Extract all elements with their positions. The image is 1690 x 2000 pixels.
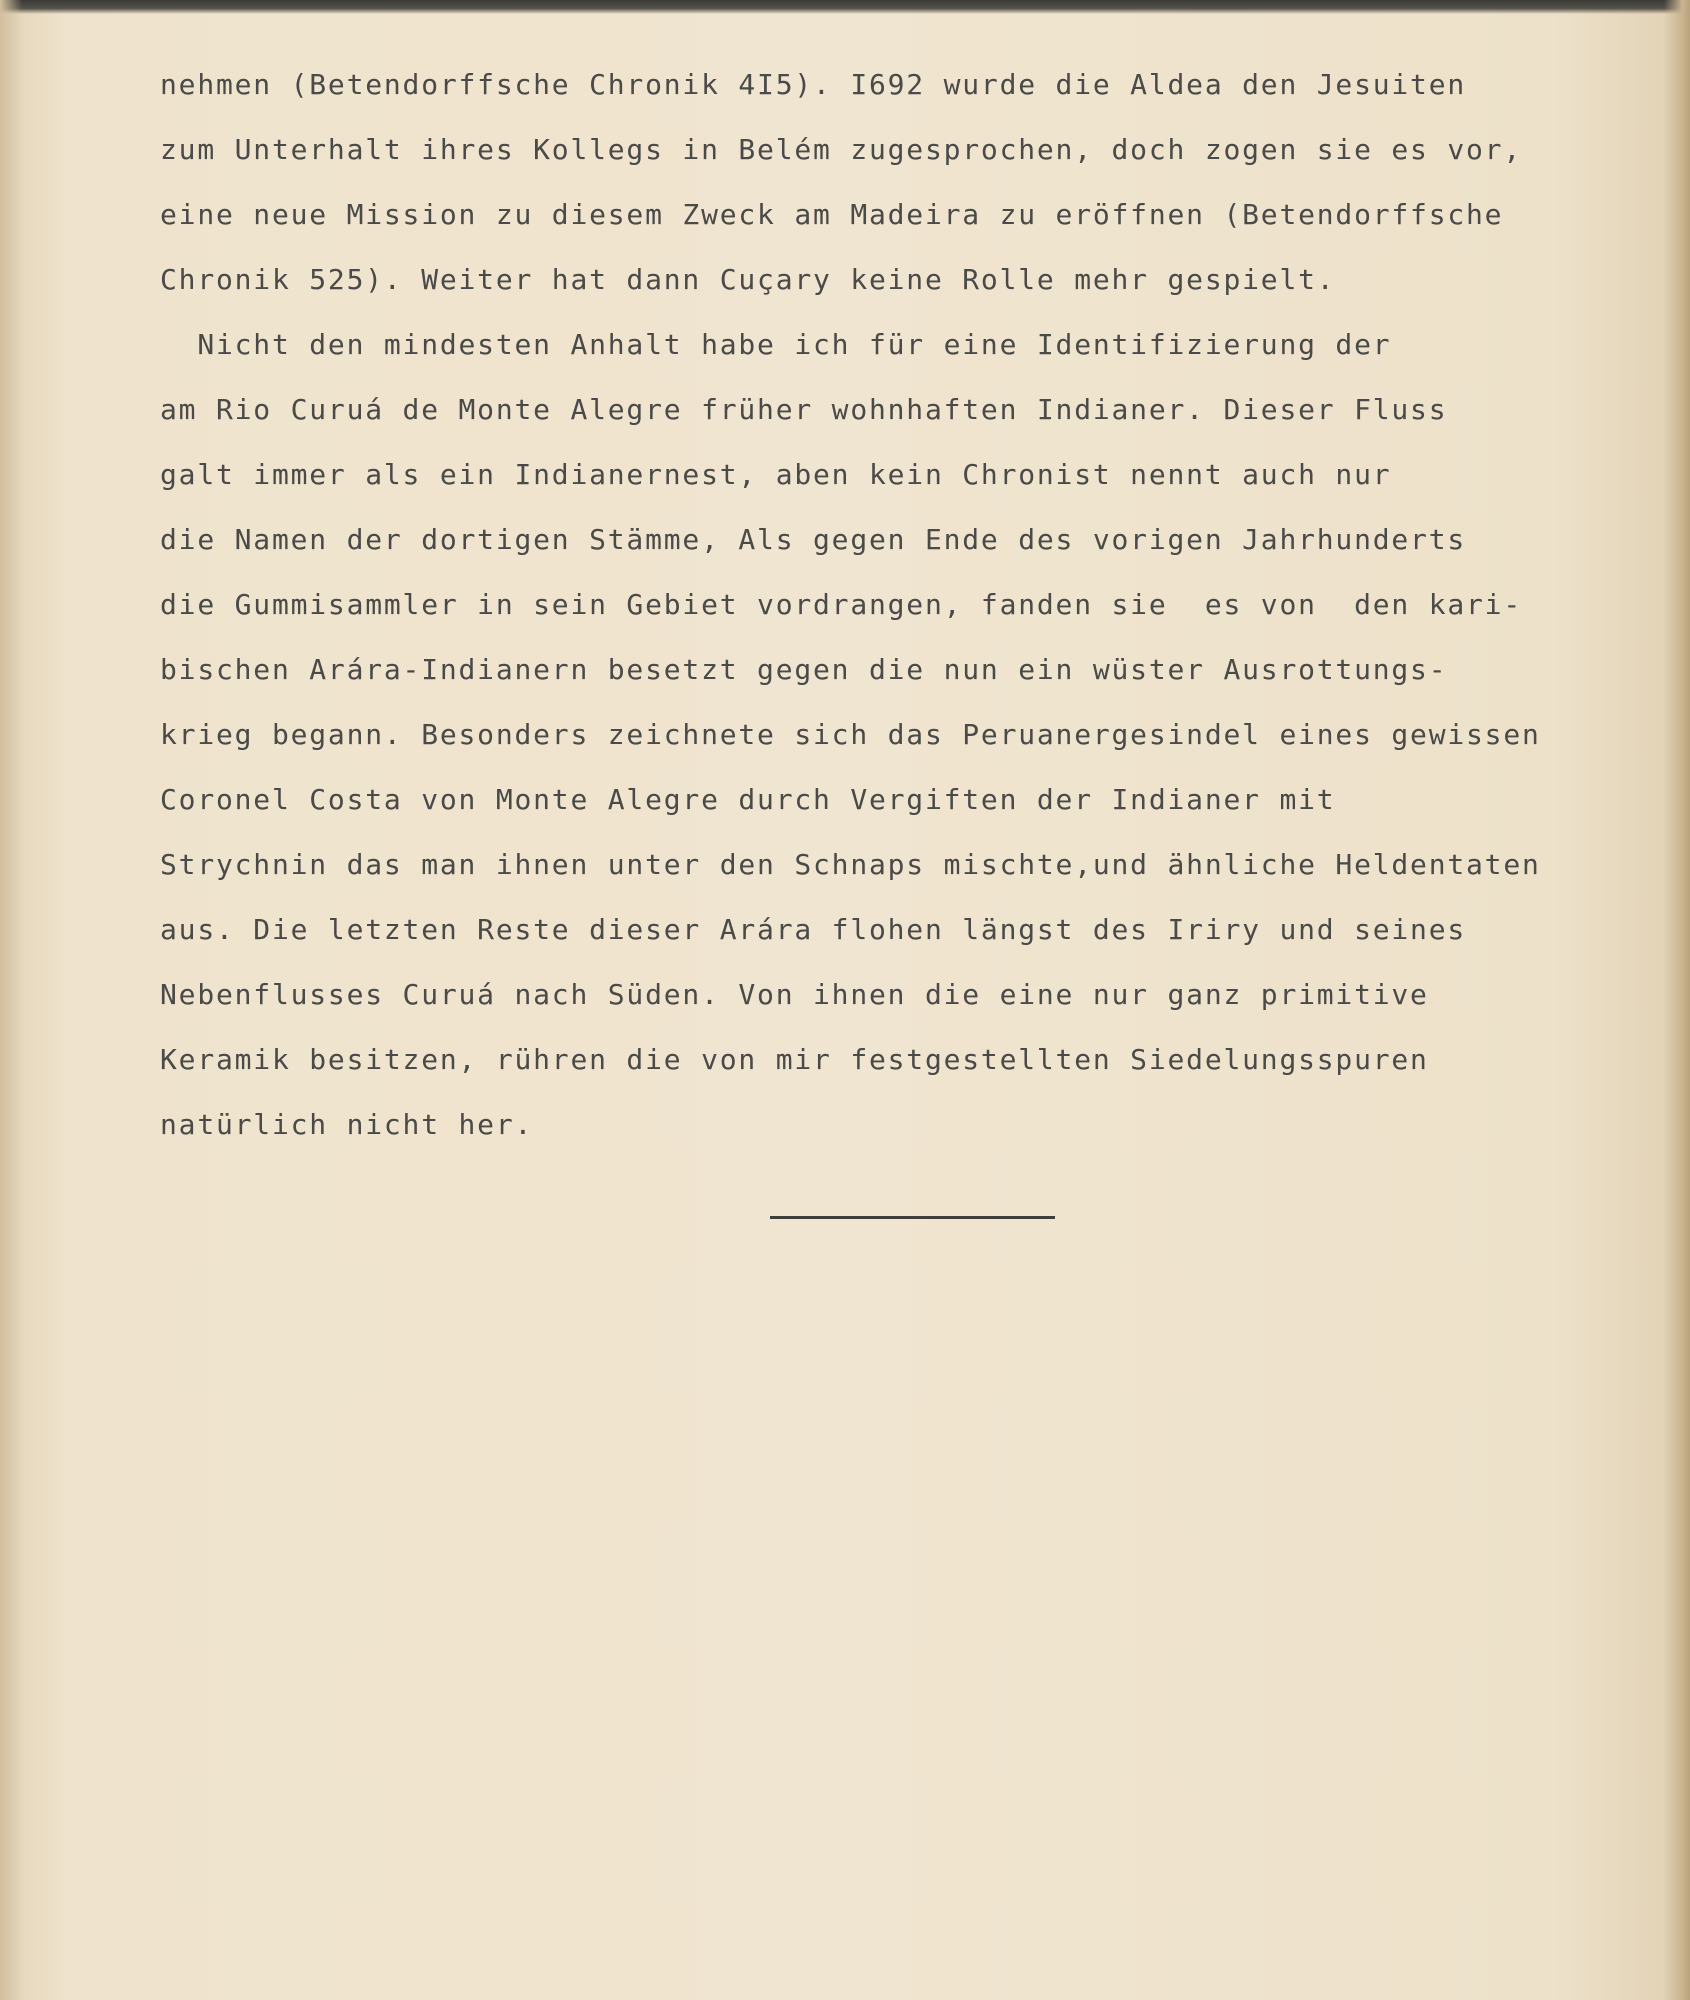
text-line: aus. Die letzten Reste dieser Arára flohen längst des Iriry und seines bbox=[160, 913, 1467, 946]
text-line: bischen Arára-Indianern besetzt gegen die nun ein wüster Ausrottungs- bbox=[160, 653, 1448, 686]
text-line: die Namen der dortigen Stämme, Als gegen Ende des vorigen Jahrhunderts bbox=[160, 523, 1467, 556]
text-line: Chronik 525). Weiter hat dann Cuçary keine Rolle mehr gespielt. bbox=[160, 263, 1336, 296]
text-line: Strychnin das man ihnen unter den Schnaps mischte,und ähnliche Heldentaten bbox=[160, 848, 1541, 881]
text-line: Nicht den mindesten Anhalt habe ich für eine Identifizierung der bbox=[160, 328, 1392, 361]
page-gutter-shadow bbox=[0, 0, 22, 2000]
text-line: am Rio Curuá de Monte Alegre früher wohnhaften Indianer. Dieser Fluss bbox=[160, 393, 1448, 426]
text-line: galt immer als ein Indianernest, aben kein Chronist nennt auch nur bbox=[160, 458, 1392, 491]
text-line: die Gummisammler in sein Gebiet vordrangen, fanden sie es von den kari- bbox=[160, 588, 1522, 621]
text-line: krieg begann. Besonders zeichnete sich das Peruanergesindel eines gewissen bbox=[160, 718, 1541, 751]
text-line: Coronel Costa von Monte Alegre durch Vergiften der Indianer mit bbox=[160, 783, 1336, 816]
text-line: natürlich nicht her. bbox=[160, 1108, 534, 1141]
text-line: Nebenflusses Curuá nach Süden. Von ihnen die eine nur ganz primitive bbox=[160, 978, 1429, 1011]
text-line: zum Unterhalt ihres Kollegs in Belém zugesprochen, doch zogen sie es vor, bbox=[160, 133, 1522, 166]
text-line: eine neue Mission zu diesem Zweck am Madeira zu eröffnen (Betendorffsche bbox=[160, 198, 1504, 231]
text-line: Keramik besitzen, rühren die von mir festgestellten Siedelungsspuren bbox=[160, 1043, 1429, 1076]
typed-text bbox=[160, 52, 1640, 1157]
text-line: nehmen (Betendorffsche Chronik 4I5). I692 wurde die Aldea den Jesuiten bbox=[160, 68, 1467, 101]
section-divider-rule bbox=[770, 1216, 1055, 1219]
paragraph-2 bbox=[160, 312, 1640, 1157]
binding-strip bbox=[0, 0, 1690, 14]
paragraph-1 bbox=[160, 52, 1640, 312]
page-edge bbox=[1664, 0, 1690, 2000]
